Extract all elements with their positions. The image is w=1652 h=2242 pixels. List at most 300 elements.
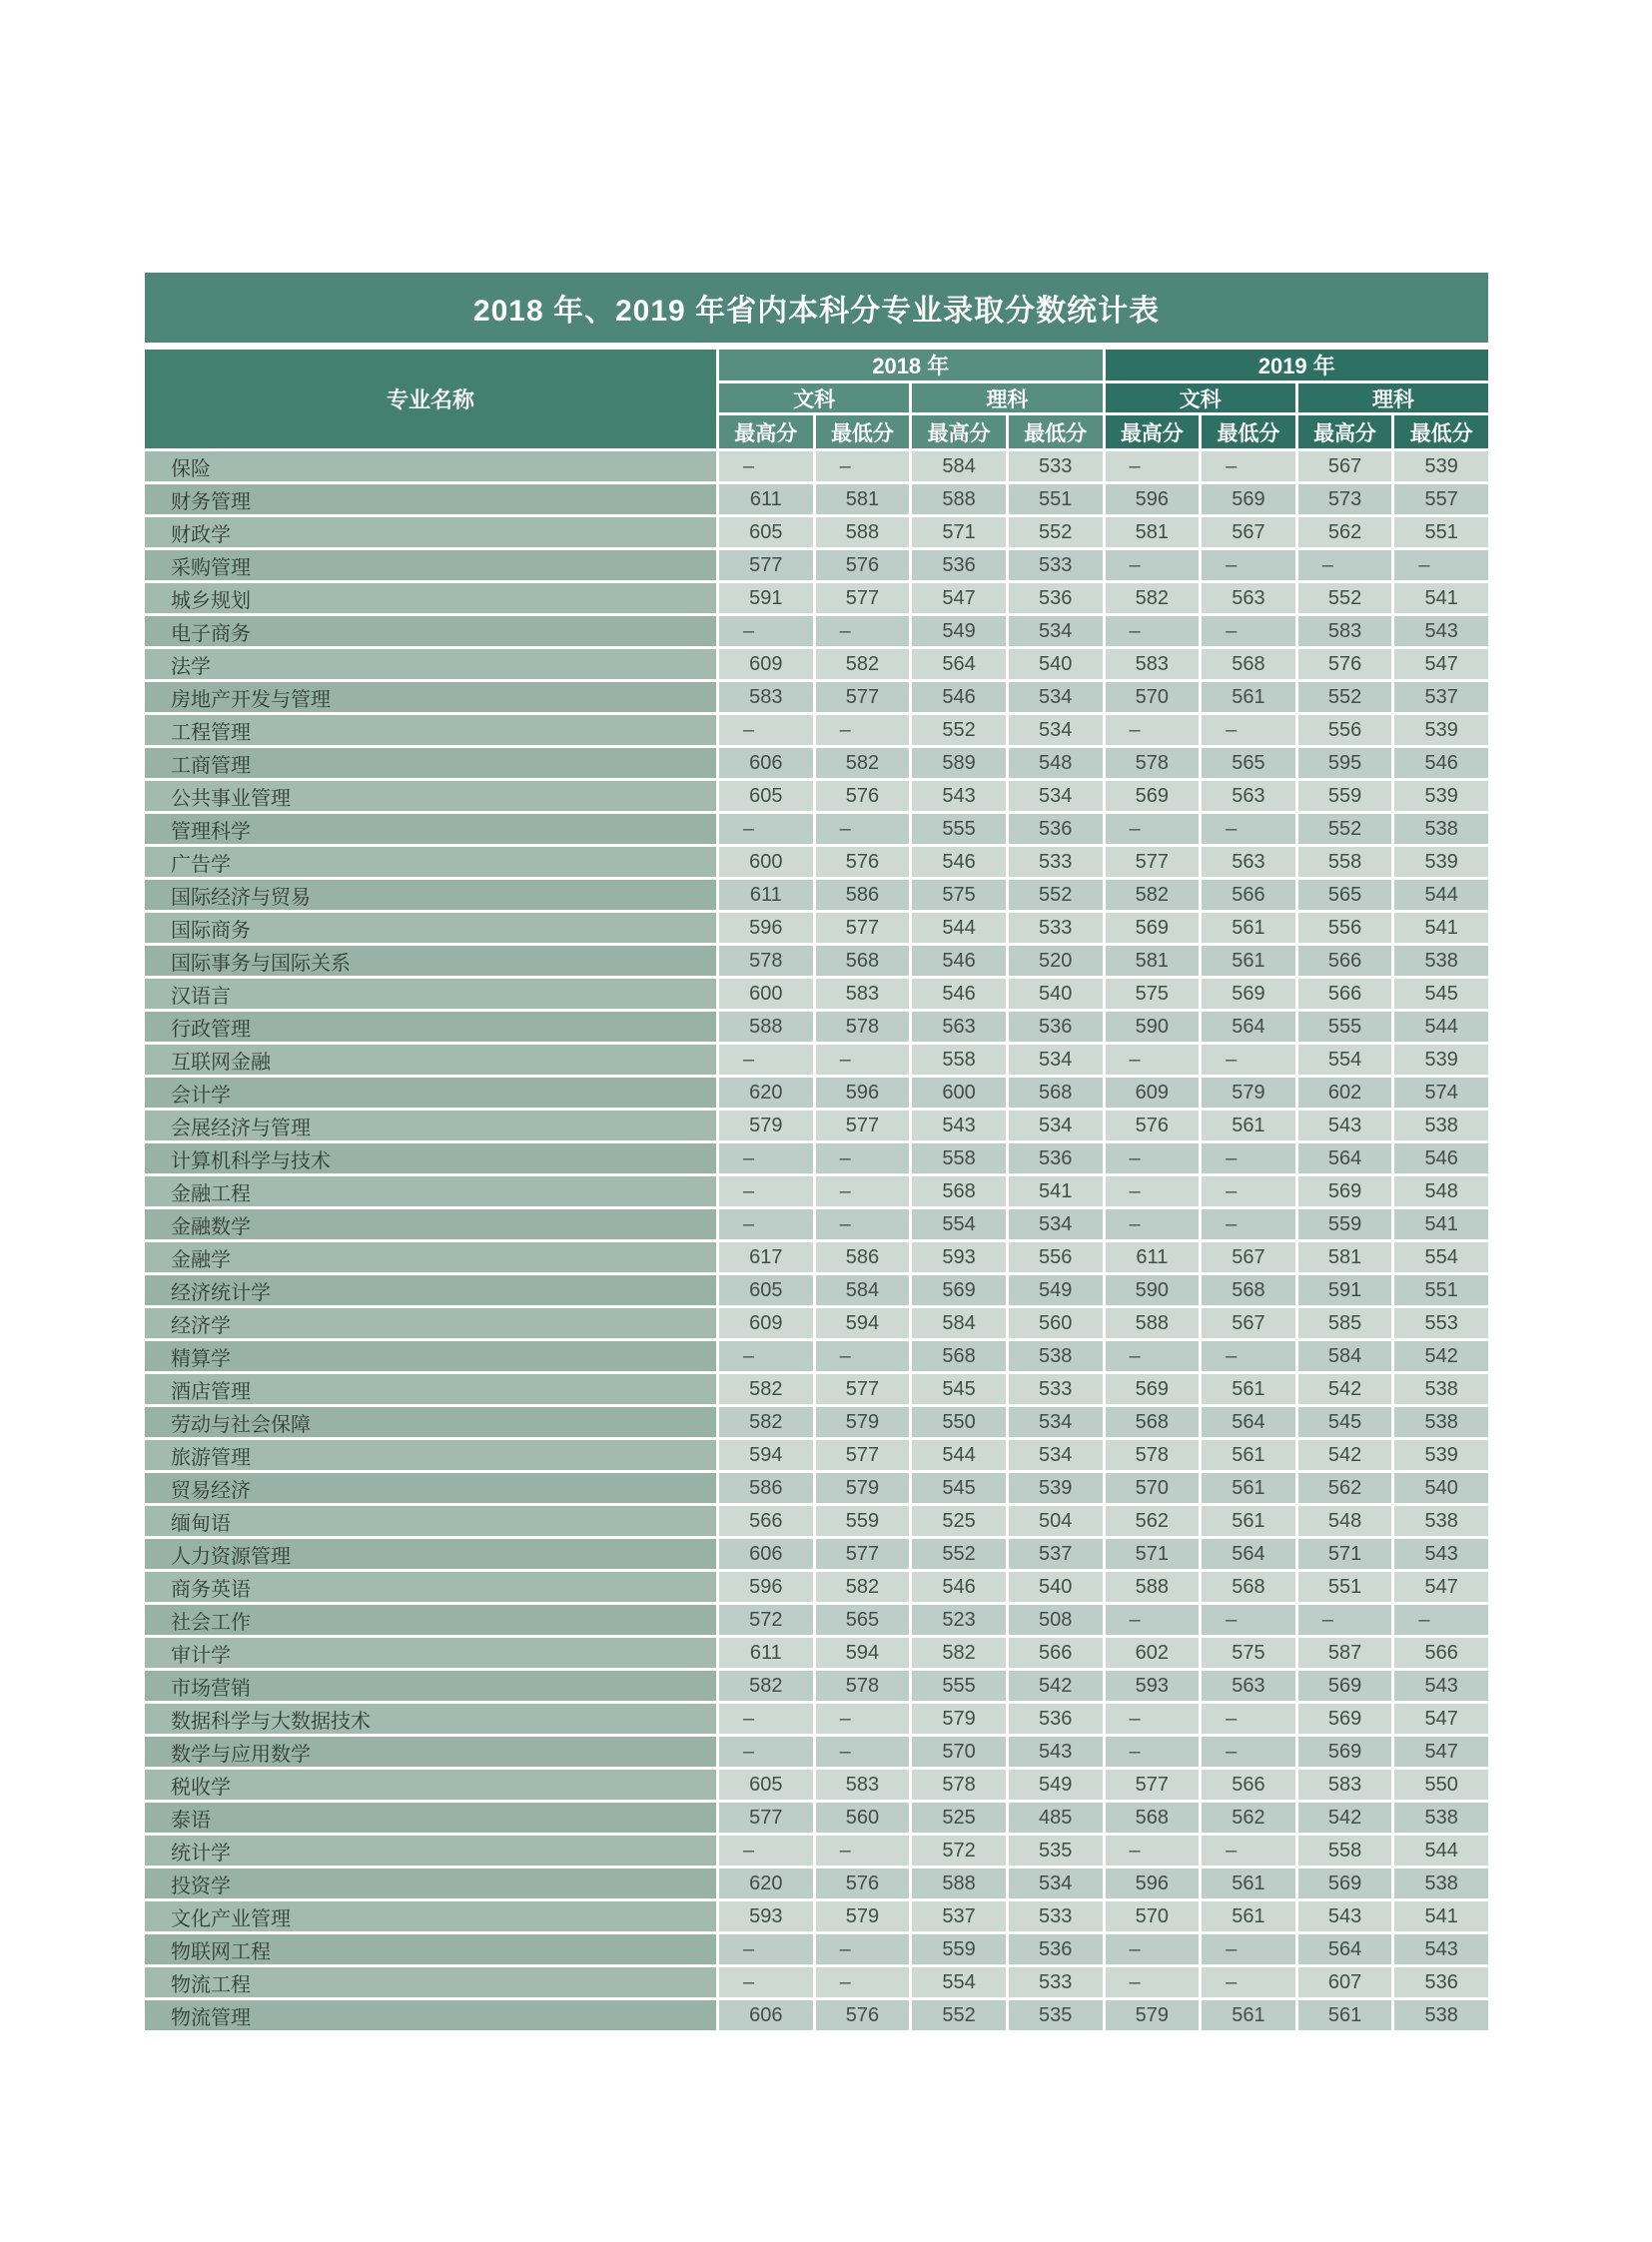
score-empty: – [1202,550,1295,580]
score-value: 620 [719,1078,813,1108]
score-value: 583 [1298,1770,1392,1800]
score-value: 582 [719,1407,813,1437]
score-value: 576 [816,1868,910,1898]
col-header-max-score: 最高分 [1106,415,1200,448]
score-empty: – [1202,1176,1295,1206]
score-value: 569 [1106,1374,1200,1404]
score-value: 535 [1009,2000,1103,2030]
score-value: 578 [912,1770,1006,1800]
major-name: 财政学 [145,517,716,547]
score-value: 584 [1298,1341,1392,1371]
score-value: 533 [1009,1967,1103,1997]
col-header-max-score: 最高分 [912,415,1006,448]
major-name: 国际事务与国际关系 [145,946,716,976]
score-empty: – [816,1045,910,1075]
score-value: 576 [816,550,910,580]
score-value: 546 [1394,748,1488,778]
score-value: 576 [1106,1111,1200,1140]
score-value: 582 [816,1572,910,1602]
score-value: 588 [1106,1572,1200,1602]
score-value: 554 [912,1967,1006,1997]
score-value: 563 [1202,781,1295,811]
major-name: 物联网工程 [145,1934,716,1964]
major-name: 法学 [145,649,716,679]
score-value: 567 [1298,451,1392,481]
score-value: 567 [1202,1242,1295,1272]
score-value: 583 [1106,649,1200,679]
score-value: 536 [1009,583,1103,613]
score-value: 534 [1009,1209,1103,1239]
score-value: 582 [719,1671,813,1701]
score-value: 577 [1106,847,1200,877]
score-value: 552 [1009,517,1103,547]
score-value: 543 [1394,1934,1488,1964]
score-empty: – [816,616,910,646]
score-value: 543 [1009,1737,1103,1767]
score-value: 523 [912,1605,1006,1635]
score-value: 552 [912,715,1006,745]
col-header-year-2019: 2019 年 [1106,350,1489,380]
score-value: 561 [1202,913,1295,943]
score-value: 609 [1106,1078,1200,1108]
score-value: 563 [912,1012,1006,1042]
score-value: 534 [1009,1111,1103,1140]
major-name: 数据科学与大数据技术 [145,1704,716,1734]
score-value: 545 [912,1473,1006,1503]
score-value: 600 [912,1078,1006,1108]
score-value: 525 [912,1506,1006,1536]
score-value: 584 [816,1275,910,1305]
score-value: 543 [912,1111,1006,1140]
score-value: 573 [1298,484,1392,514]
score-value: 537 [1009,1539,1103,1569]
score-value: 584 [912,1308,1006,1338]
score-value: 587 [1298,1638,1392,1668]
score-value: 588 [1106,1308,1200,1338]
score-value: 578 [719,946,813,976]
score-value: 533 [1009,1901,1103,1931]
score-value: 538 [1394,1506,1488,1536]
major-name: 物流管理 [145,2000,716,2030]
major-name: 公共事业管理 [145,781,716,811]
score-value: 567 [1202,517,1295,547]
score-empty: – [816,1704,910,1734]
score-value: 547 [1394,649,1488,679]
score-value: 544 [1394,1012,1488,1042]
score-value: 552 [912,2000,1006,2030]
score-value: 563 [1202,847,1295,877]
score-empty: – [719,616,813,646]
major-name: 数学与应用数学 [145,1737,716,1767]
score-value: 544 [912,1440,1006,1470]
score-empty: – [1106,814,1200,844]
score-value: 570 [1106,1901,1200,1931]
score-empty: – [1202,1737,1295,1767]
score-value: 556 [1298,913,1392,943]
major-name: 投资学 [145,1868,716,1898]
score-value: 571 [1106,1539,1200,1569]
score-table [145,350,1488,2030]
score-value: 547 [1394,1572,1488,1602]
score-value: 609 [719,649,813,679]
score-value: 552 [1298,814,1392,844]
score-value: 565 [816,1605,910,1635]
score-value: 605 [719,1770,813,1800]
score-value: 577 [1106,1770,1200,1800]
score-value: 575 [1106,979,1200,1009]
major-name: 汉语言 [145,979,716,1009]
score-value: 564 [1298,1143,1392,1173]
score-value: 559 [912,1934,1006,1964]
score-value: 581 [816,484,910,514]
score-empty: – [1106,451,1200,481]
score-value: 535 [1009,1836,1103,1866]
score-empty: – [1298,1605,1392,1635]
score-value: 582 [816,649,910,679]
score-empty: – [816,1341,910,1371]
score-empty: – [719,1737,813,1767]
score-empty: – [1106,1176,1200,1206]
score-empty: – [1106,715,1200,745]
score-value: 582 [1106,880,1200,910]
major-name: 审计学 [145,1638,716,1668]
col-header-min-score: 最低分 [1394,415,1488,448]
score-value: 568 [1202,649,1295,679]
score-value: 577 [816,1374,910,1404]
major-name: 采购管理 [145,550,716,580]
score-value: 546 [912,1572,1006,1602]
score-value: 568 [1106,1407,1200,1437]
score-value: 566 [1298,979,1392,1009]
score-empty: – [816,451,910,481]
score-value: 540 [1009,649,1103,679]
score-value: 543 [1298,1901,1392,1931]
score-value: 590 [1106,1012,1200,1042]
score-value: 568 [912,1341,1006,1371]
score-value: 547 [1394,1737,1488,1767]
score-empty: – [719,814,813,844]
score-value: 558 [912,1143,1006,1173]
score-value: 569 [1202,484,1295,514]
score-empty: – [719,451,813,481]
score-value: 546 [912,979,1006,1009]
score-value: 534 [1009,715,1103,745]
score-value: 577 [816,682,910,712]
score-value: 588 [912,484,1006,514]
score-empty: – [816,1967,910,1997]
major-name: 财务管理 [145,484,716,514]
score-value: 583 [816,1770,910,1800]
major-name: 缅甸语 [145,1506,716,1536]
score-value: 562 [1298,517,1392,547]
score-value: 546 [912,946,1006,976]
major-name: 管理科学 [145,814,716,844]
score-empty: – [816,1209,910,1239]
score-value: 546 [912,847,1006,877]
score-value: 552 [912,1539,1006,1569]
major-name: 文化产业管理 [145,1901,716,1931]
score-empty: – [1202,451,1295,481]
score-value: 575 [912,880,1006,910]
score-value: 581 [1106,517,1200,547]
score-value: 596 [1106,1868,1200,1898]
score-empty: – [1106,1836,1200,1866]
score-empty: – [816,814,910,844]
score-value: 544 [1394,880,1488,910]
score-value: 596 [719,1572,813,1602]
score-value: 575 [1202,1638,1295,1668]
score-value: 551 [1394,1275,1488,1305]
score-empty: – [1202,715,1295,745]
score-value: 582 [912,1638,1006,1668]
score-value: 564 [1202,1539,1295,1569]
score-value: 588 [816,517,910,547]
score-value: 566 [1298,946,1392,976]
major-name: 市场营销 [145,1671,716,1701]
major-name: 金融工程 [145,1176,716,1206]
score-value: 545 [1298,1407,1392,1437]
score-value: 574 [1394,1078,1488,1108]
score-value: 558 [1298,1836,1392,1866]
score-value: 595 [1298,748,1392,778]
score-empty: – [1106,616,1200,646]
score-value: 588 [719,1012,813,1042]
col-header-2019-science: 理科 [1298,383,1488,412]
score-value: 579 [719,1111,813,1140]
score-empty: – [719,1341,813,1371]
score-value: 581 [1106,946,1200,976]
score-value: 539 [1394,1440,1488,1470]
score-value: 568 [816,946,910,976]
score-value: 576 [816,847,910,877]
score-value: 571 [1298,1539,1392,1569]
score-report [145,273,1488,2030]
score-value: 555 [912,814,1006,844]
score-value: 589 [912,748,1006,778]
score-value: 549 [1009,1770,1103,1800]
score-empty: – [1106,1967,1200,1997]
score-value: 539 [1394,715,1488,745]
score-value: 569 [1202,979,1295,1009]
score-empty: – [719,1143,813,1173]
score-value: 556 [1298,715,1392,745]
score-value: 561 [1202,2000,1295,2030]
score-value: 578 [1106,748,1200,778]
score-value: 584 [912,451,1006,481]
page-title: 2018 年、2019 年省内本科分专业录取分数统计表 [145,273,1488,343]
score-value: 538 [1394,2000,1488,2030]
score-empty: – [1202,1704,1295,1734]
score-value: 561 [1202,1374,1295,1404]
score-value: 577 [719,1803,813,1833]
score-value: 582 [816,748,910,778]
score-value: 564 [1202,1407,1295,1437]
score-value: 607 [1298,1967,1392,1997]
score-value: 586 [719,1473,813,1503]
score-empty: – [719,1176,813,1206]
major-name: 房地产开发与管理 [145,682,716,712]
major-name: 统计学 [145,1836,716,1866]
score-value: 545 [912,1374,1006,1404]
score-value: 540 [1009,979,1103,1009]
score-value: 539 [1394,781,1488,811]
major-name: 劳动与社会保障 [145,1407,716,1437]
score-value: 539 [1394,451,1488,481]
score-empty: – [816,1176,910,1206]
score-value: 568 [1202,1572,1295,1602]
score-value: 578 [816,1671,910,1701]
score-value: 582 [719,1374,813,1404]
score-value: 541 [1394,583,1488,613]
score-value: 534 [1009,616,1103,646]
score-value: 561 [1202,1111,1295,1140]
score-value: 549 [1009,1275,1103,1305]
score-value: 588 [912,1868,1006,1898]
score-value: 558 [1298,847,1392,877]
score-empty: – [719,1967,813,1997]
score-value: 541 [1394,1209,1488,1239]
score-empty: – [1202,616,1295,646]
score-value: 537 [912,1901,1006,1931]
score-value: 561 [1202,1440,1295,1470]
score-empty: – [1202,1967,1295,1997]
score-value: 555 [912,1671,1006,1701]
score-value: 561 [1202,1868,1295,1898]
score-value: 591 [1298,1275,1392,1305]
score-value: 555 [1298,1012,1392,1042]
score-empty: – [1202,1836,1295,1866]
score-value: 561 [1202,682,1295,712]
score-value: 586 [816,1242,910,1272]
major-name: 会展经济与管理 [145,1111,716,1140]
score-value: 609 [719,1308,813,1338]
major-name: 社会工作 [145,1605,716,1635]
score-empty: – [1106,550,1200,580]
score-value: 533 [1009,1374,1103,1404]
score-value: 565 [1202,748,1295,778]
score-value: 544 [912,913,1006,943]
major-name: 金融数学 [145,1209,716,1239]
score-value: 554 [1394,1242,1488,1272]
score-value: 577 [719,550,813,580]
score-value: 605 [719,1275,813,1305]
score-value: 569 [1298,1671,1392,1701]
score-empty: – [1106,1704,1200,1734]
score-value: 568 [1009,1078,1103,1108]
score-value: 570 [912,1737,1006,1767]
score-value: 596 [719,913,813,943]
score-value: 543 [1394,1671,1488,1701]
score-value: 577 [816,1111,910,1140]
score-empty: – [1394,550,1488,580]
score-empty: – [1202,1341,1295,1371]
score-value: 546 [912,682,1006,712]
score-value: 611 [719,484,813,514]
major-name: 广告学 [145,847,716,877]
score-value: 558 [912,1045,1006,1075]
score-value: 547 [1394,1704,1488,1734]
major-name: 人力资源管理 [145,1539,716,1569]
score-value: 561 [1202,1473,1295,1503]
major-name: 精算学 [145,1341,716,1371]
score-value: 541 [1394,1901,1488,1931]
score-value: 564 [1202,1012,1295,1042]
score-value: 579 [1106,2000,1200,2030]
major-name: 工商管理 [145,748,716,778]
major-name: 金融学 [145,1242,716,1272]
major-name: 经济统计学 [145,1275,716,1305]
score-value: 508 [1009,1605,1103,1635]
score-value: 593 [1106,1671,1200,1701]
score-value: 485 [1009,1803,1103,1833]
score-value: 552 [1298,583,1392,613]
score-value: 600 [719,847,813,877]
score-value: 504 [1009,1506,1103,1536]
score-empty: – [816,1934,910,1964]
score-value: 569 [1298,1704,1392,1734]
score-value: 549 [912,616,1006,646]
score-value: 568 [912,1176,1006,1206]
score-value: 593 [912,1242,1006,1272]
score-value: 548 [1009,748,1103,778]
score-value: 569 [1298,1868,1392,1898]
score-value: 536 [1009,1934,1103,1964]
score-value: 533 [1009,847,1103,877]
score-value: 605 [719,517,813,547]
major-name: 物流工程 [145,1967,716,1997]
score-value: 559 [1298,1209,1392,1239]
score-value: 566 [1202,880,1295,910]
score-value: 542 [1298,1440,1392,1470]
score-value: 594 [719,1440,813,1470]
score-empty: – [719,1045,813,1075]
score-value: 581 [1298,1242,1392,1272]
score-value: 566 [1394,1638,1488,1668]
score-value: 539 [1394,847,1488,877]
score-value: 536 [1009,1143,1103,1173]
major-name: 国际经济与贸易 [145,880,716,910]
score-value: 577 [816,913,910,943]
col-header-max-score: 最高分 [719,415,813,448]
score-value: 567 [1202,1308,1295,1338]
major-name: 国际商务 [145,913,716,943]
score-empty: – [719,1836,813,1866]
score-empty: – [1202,1045,1295,1075]
score-value: 534 [1009,1407,1103,1437]
score-value: 538 [1394,946,1488,976]
major-name: 计算机科学与技术 [145,1143,716,1173]
score-empty: – [1202,1605,1295,1635]
score-value: 617 [719,1242,813,1272]
score-value: 579 [816,1901,910,1931]
score-empty: – [719,1934,813,1964]
score-value: 560 [1009,1308,1103,1338]
score-value: 577 [816,1440,910,1470]
score-empty: – [816,1143,910,1173]
col-header-2018-science: 理科 [912,383,1102,412]
score-value: 538 [1394,1868,1488,1898]
score-value: 561 [1298,2000,1392,2030]
major-name: 行政管理 [145,1012,716,1042]
score-value: 583 [719,682,813,712]
score-value: 586 [816,880,910,910]
score-value: 582 [1106,583,1200,613]
score-value: 548 [1298,1506,1392,1536]
score-value: 566 [719,1506,813,1536]
score-value: 569 [1298,1737,1392,1767]
major-name: 商务英语 [145,1572,716,1602]
score-value: 551 [1394,517,1488,547]
